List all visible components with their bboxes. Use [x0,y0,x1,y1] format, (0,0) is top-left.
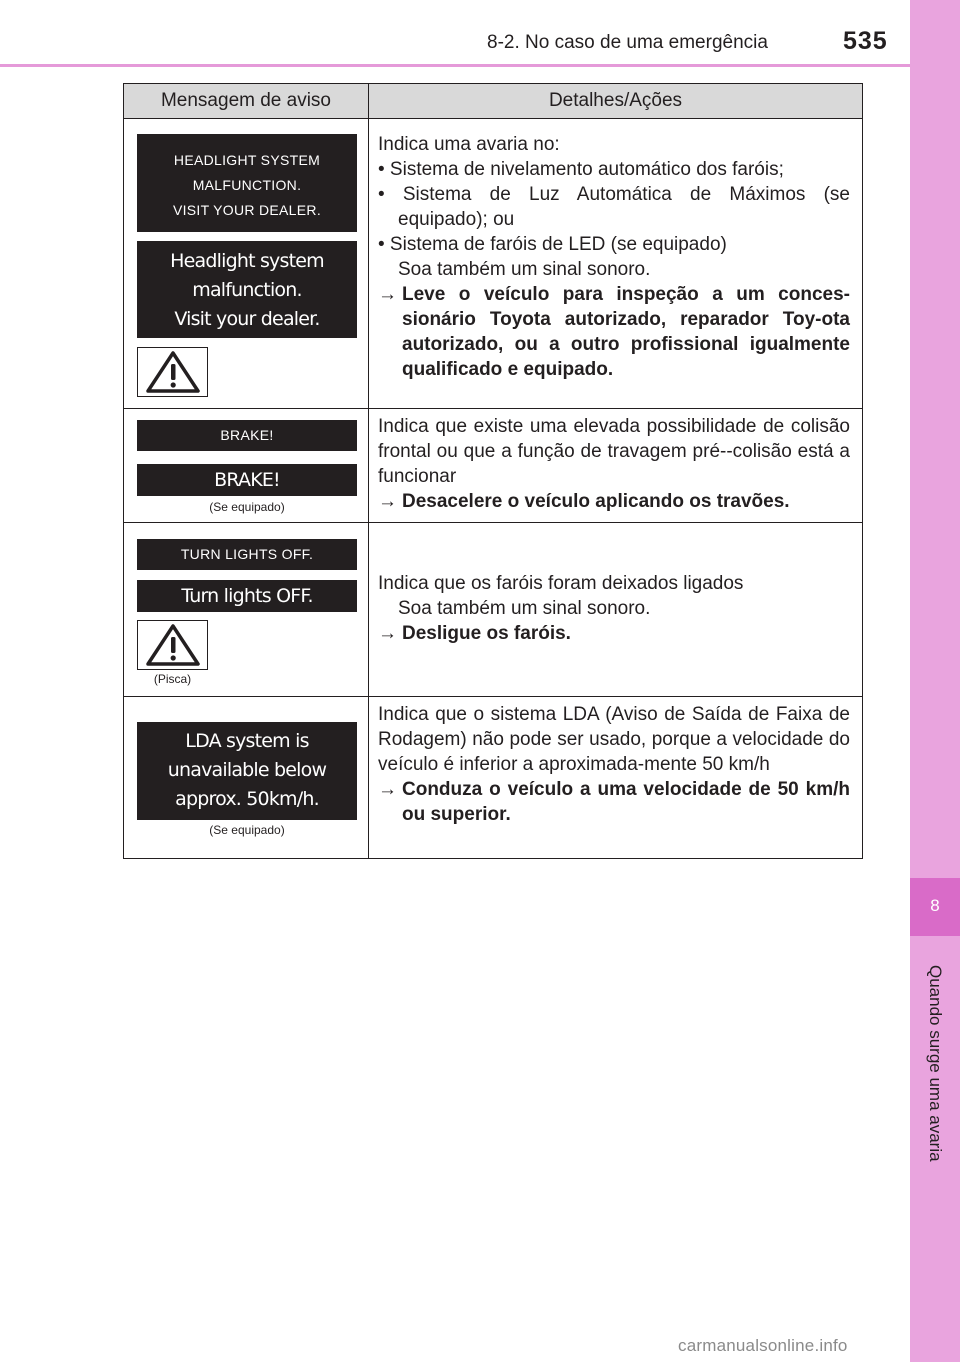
detail-extra: Soa também um sinal sonoro. [398,598,651,619]
warning-messages-table [123,83,863,859]
display-message-upper: TURN LIGHTS OFF. [137,539,357,570]
details-cell [369,523,863,697]
table-row [124,409,863,523]
detail-extra: Soa também um sinal sonoro. [398,259,651,280]
column-header-message: Mensagem de aviso [124,84,369,119]
display-message-upper: HEADLIGHT SYSTEM MALFUNCTION. VISIT YOUR DEALER. [137,134,357,232]
equipment-note: (Se equipado) [209,823,285,837]
page-number: 535 [843,27,888,55]
blink-note: (Pisca) [153,672,192,686]
warning-triangle-icon [137,620,208,670]
detail-intro: Indica que existe uma elevada possibilidade de colisão frontal ou que a função de travagem pré--colisão está a funcionar [378,416,850,487]
detail-action: → Desacelere o veículo aplicando os travões. [378,491,790,512]
detail-intro: Indica uma avaria no: [378,134,560,155]
watermark-footer: carmanualsonline.info [678,1336,848,1355]
display-message-lower: Turn lights OFF. [137,580,357,612]
details-cell [369,697,863,859]
table-row [124,119,863,409]
chapter-number: 8 [930,896,940,915]
display-message-lower: Headlight system malfunction. Visit your dealer. [137,241,357,338]
chapter-title: Quando surge uma avaria [926,965,945,1162]
detail-bullet: • Sistema de Luz Automática de Máximos (se equipado); ou [378,184,850,230]
details-cell [369,119,863,409]
table-header-row [124,84,863,119]
column-header-details: Detalhes/Ações [369,84,863,119]
detail-bullet: • Sistema de faróis de LED (se equipado) [378,234,727,255]
detail-intro: Indica que os faróis foram deixados ligados [378,573,744,594]
warning-triangle-icon [137,347,208,397]
message-cell [124,119,369,409]
message-cell [124,409,369,523]
arrow-icon: → [378,623,397,644]
display-message-lower: BRAKE! [137,464,357,496]
detail-action: → Conduza o veículo a uma velocidade de 50 km/h ou superior. [378,779,850,825]
table-row [124,523,863,697]
display-message-upper: BRAKE! [137,420,357,451]
arrow-icon: → [378,779,397,800]
detail-bullet: • Sistema de nivelamento automático dos faróis; [378,159,784,180]
message-cell [124,697,369,859]
message-cell [124,523,369,697]
table-row [124,697,863,859]
detail-action: → Leve o veículo para inspeção a um conces-sionário Toyota autorizado, reparador Toy-ota autorizado, ou a outro profissional igualmente qualificado e equipado. [378,284,850,380]
details-cell [369,409,863,523]
equipment-note: (Se equipado) [209,500,285,514]
display-message-lower: LDA system is unavailable below approx. 50km/h. [137,722,357,820]
detail-action: → Desligue os faróis. [378,623,571,644]
section-title: 8-2. No caso de uma emergência [487,32,768,53]
header-rule [0,64,910,67]
arrow-icon: → [378,491,397,512]
detail-intro: Indica que o sistema LDA (Aviso de Saída de Faixa de Rodagem) não pode ser usado, porque a velocidade do veículo é inferior a aproximada-mente 50 km/h [378,704,850,775]
arrow-icon: → [378,284,397,305]
